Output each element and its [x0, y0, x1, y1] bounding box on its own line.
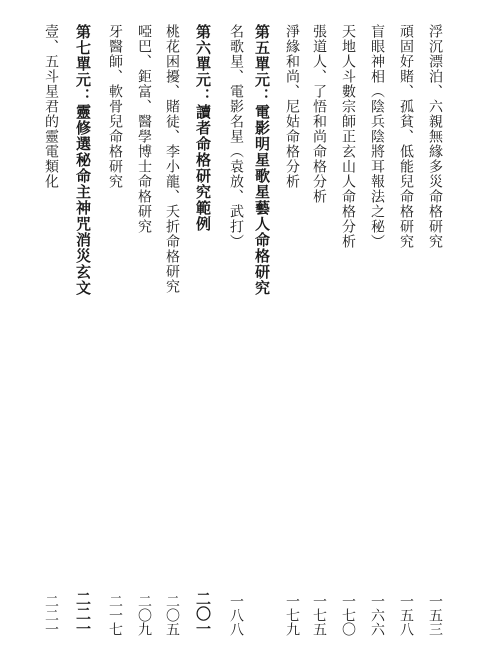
page-number: 二二一 — [74, 591, 92, 636]
entry-title: 頑固好賭、孤貧、低能兒命格研究 — [398, 24, 414, 249]
entry-title: 名歌星、電影名星（袁放、武打） — [228, 24, 244, 249]
entry-title: 桃花困擾、賭徒、李小龍、夭折命格研究 — [164, 24, 180, 294]
unit-heading — [74, 24, 92, 636]
dot-leader — [318, 204, 320, 594]
page-number: 二〇九 — [136, 594, 152, 636]
toc-entry — [163, 24, 181, 636]
unit-heading — [194, 24, 212, 636]
dot-leader — [347, 249, 349, 594]
page-number: 一六六 — [369, 594, 385, 636]
dot-leader — [143, 234, 145, 594]
dot-leader — [434, 249, 436, 594]
page-number: 二〇五 — [164, 594, 180, 636]
toc-entry — [397, 24, 415, 636]
toc-entry — [42, 24, 60, 636]
unit-title: 第五單元：電影明星歌星藝人命格研究 — [253, 24, 271, 296]
dot-leader — [235, 249, 237, 594]
entry-title: 壹、五斗星君的靈電類化 — [43, 24, 59, 189]
page-number: 一七五 — [311, 594, 327, 636]
unit-title: 第六單元：讀者命格研究範例 — [194, 24, 212, 232]
entry-title: 牙醫師、軟骨兒命格研究 — [107, 24, 123, 189]
entry-title: 張道人、了悟和尚命格分析 — [311, 24, 327, 204]
page-number: 二二一 — [43, 594, 59, 636]
dot-leader — [376, 249, 378, 594]
entry-title: 啞巴、鉅富、醫學博士命格研究 — [136, 24, 152, 234]
dot-leader — [291, 189, 293, 594]
dot-leader — [82, 296, 84, 591]
page-number: 二一七 — [107, 594, 123, 636]
entry-title: 浮沉漂泊、六親無緣多災命格研究 — [427, 24, 443, 249]
toc-entry — [135, 24, 153, 636]
toc-entry — [106, 24, 124, 636]
toc-entry — [283, 24, 301, 636]
dot-leader — [405, 249, 407, 594]
page-number: 一八八 — [228, 594, 244, 636]
dot-leader — [171, 294, 173, 594]
unit-title: 第七單元：靈修選秘命主神咒消災玄文 — [74, 24, 92, 296]
dot-leader — [114, 189, 116, 594]
page-number: 一七〇 — [340, 594, 356, 636]
page-number: 二〇一 — [194, 591, 212, 636]
dot-leader — [202, 232, 204, 591]
toc-entry — [227, 24, 245, 636]
unit-heading — [253, 24, 271, 636]
dot-leader — [50, 189, 52, 594]
page-number: 一五三 — [427, 594, 443, 636]
toc-entry — [426, 24, 444, 636]
toc-entry — [310, 24, 328, 636]
page-number: 一七九 — [284, 594, 300, 636]
entry-title: 盲眼神相（陰兵陰將耳報法之秘） — [369, 24, 385, 249]
page-number: 一五八 — [398, 594, 414, 636]
entry-title: 天地人斗數宗師正玄山人命格分析 — [340, 24, 356, 249]
toc-entry — [339, 24, 357, 636]
toc-entry — [368, 24, 386, 636]
entry-title: 淨緣和尚、尼姑命格分析 — [284, 24, 300, 189]
